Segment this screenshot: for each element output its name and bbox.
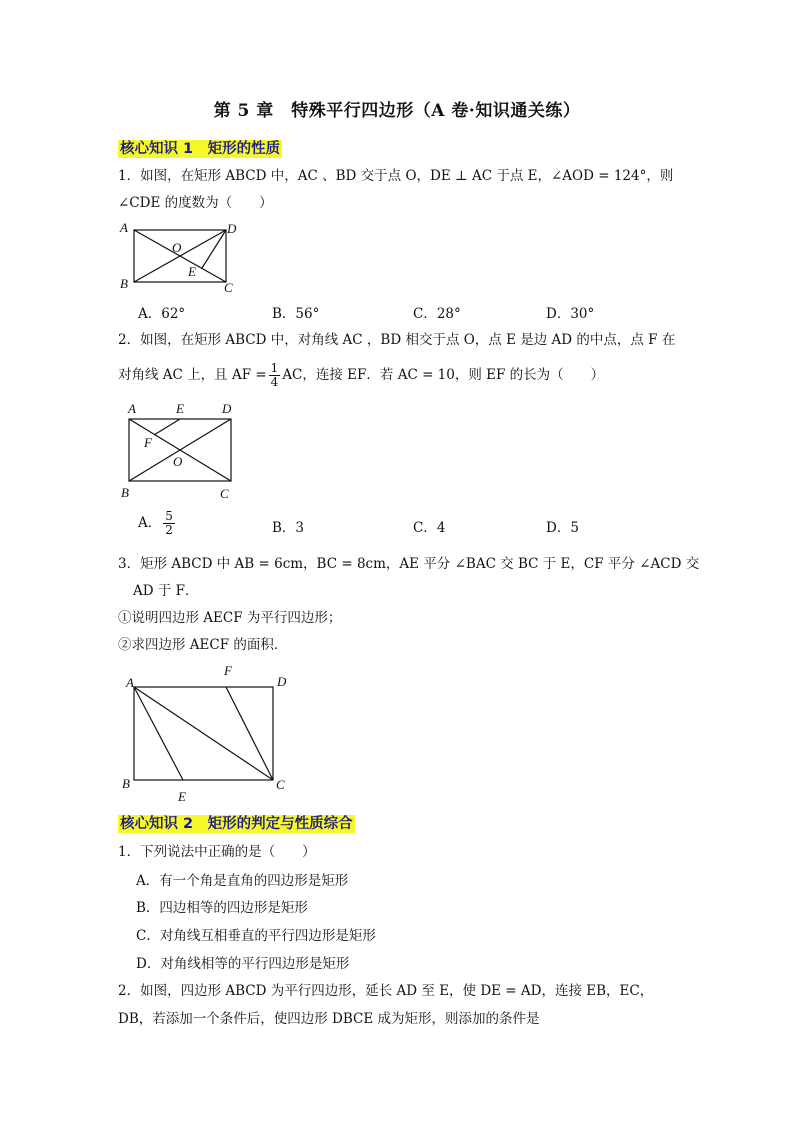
q3-subquestion-2: ②求四边形 AECF 的面积． xyxy=(118,637,288,653)
q2-figure xyxy=(116,400,246,504)
q1-label-b: B xyxy=(120,276,128,291)
q3-label-b: B xyxy=(122,776,130,791)
q5-stem-line1: 2．如图，四边形 ABCD 为平行四边形，延长 AD 至 E，使 DE = AD，连接 EB，EC， xyxy=(118,983,654,999)
q1-option-d: D．30° xyxy=(546,306,595,322)
q5-stem-line2: DB，若添加一个条件后，使四边形 DBCE 成为矩形，则添加的条件是 xyxy=(118,1011,540,1027)
q2-option-a-fraction: $\frac{5}{2}$ xyxy=(165,509,173,537)
q3-segment-ae xyxy=(134,687,183,780)
q2-label-c: C xyxy=(220,486,229,501)
q1-label-a: A xyxy=(120,220,128,235)
q3-stem-line2: AD 于 F． xyxy=(133,583,199,599)
q4-option-b: B．四边相等的四边形是矩形 xyxy=(136,900,308,916)
q1-label-e: E xyxy=(188,264,196,279)
q1-figure xyxy=(116,218,246,298)
q3-figure xyxy=(116,660,301,806)
q4-stem: 1．下列说法中正确的是（ ） xyxy=(118,844,316,860)
q4-option-a: A．有一个角是直角的四边形是矩形 xyxy=(136,873,349,889)
q3-label-d: D xyxy=(277,674,287,689)
q2-label-e: E xyxy=(176,401,184,416)
q4-option-d: D．对角线相等的平行四边形是矩形 xyxy=(136,956,350,972)
q2-segment-ef xyxy=(154,419,180,435)
q2-label-d: D xyxy=(222,401,232,416)
q2-option-a: A． $\frac{5}{2}$ xyxy=(138,509,173,537)
q1-label-o: O xyxy=(172,240,182,255)
q3-label-c: C xyxy=(276,777,285,792)
q2-label-b: B xyxy=(121,485,129,500)
q2-stem-line2: 对角线 AC 上，且 AF = $\frac{1}{4}$ AC，连接 EF．若 AC = 10，则 EF 的长为（ ） xyxy=(118,361,605,389)
q1-label-d: D xyxy=(227,221,237,236)
q2-label-a: A xyxy=(128,401,136,416)
q3-subquestion-1: ①说明四边形 AECF 为平行四边形； xyxy=(118,610,342,626)
q2-label-f: F xyxy=(144,435,152,450)
q1-segment-de xyxy=(202,230,226,268)
q1-stem-line1: 1．如图，在矩形 ABCD 中，AC 、BD 交于点 O，DE ⊥ AC 于点 E，∠AOD = 124°，则 xyxy=(118,168,674,184)
q3-label-e: E xyxy=(178,789,186,804)
q3-diagonal-ac xyxy=(134,687,273,780)
q3-label-a: A xyxy=(126,675,134,690)
q2-option-c: C．4 xyxy=(413,520,446,536)
q2-stem-line1: 2．如图，在矩形 ABCD 中，对角线 AC ，BD 相交于点 O，点 E 是边 AD 的中点，点 F 在 xyxy=(118,332,676,348)
section-heading-1: 核心知识 1 矩形的性质 xyxy=(120,141,281,157)
q4-option-c: C．对角线互相垂直的平行四边形是矩形 xyxy=(136,928,376,944)
q2-fraction: $\frac{1}{4}$ xyxy=(270,361,279,389)
section-heading-2: 核心知识 2 矩形的判定与性质综合 xyxy=(120,816,353,832)
q2-option-b: B．3 xyxy=(272,520,305,536)
q1-option-a: A．62° xyxy=(138,306,186,322)
q1-option-b: B．56° xyxy=(272,306,320,322)
q2-option-d: D．5 xyxy=(546,520,579,536)
q1-label-c: C xyxy=(224,280,233,295)
q3-segment-cf xyxy=(226,687,273,780)
page-title: 第 5 章 特殊平行四边形（A 卷·知识通关练） xyxy=(213,101,581,121)
q3-label-f: F xyxy=(224,663,232,678)
q3-stem-line1: 3．矩形 ABCD 中 AB = 6cm，BC = 8cm，AE 平分 ∠BAC 交 BC 于 E，CF 平分 ∠ACD 交 xyxy=(118,556,700,572)
q1-option-c: C．28° xyxy=(413,306,461,322)
q2-label-o: O xyxy=(173,454,183,469)
q1-stem-line2: ∠CDE 的度数为（ ） xyxy=(118,195,273,211)
